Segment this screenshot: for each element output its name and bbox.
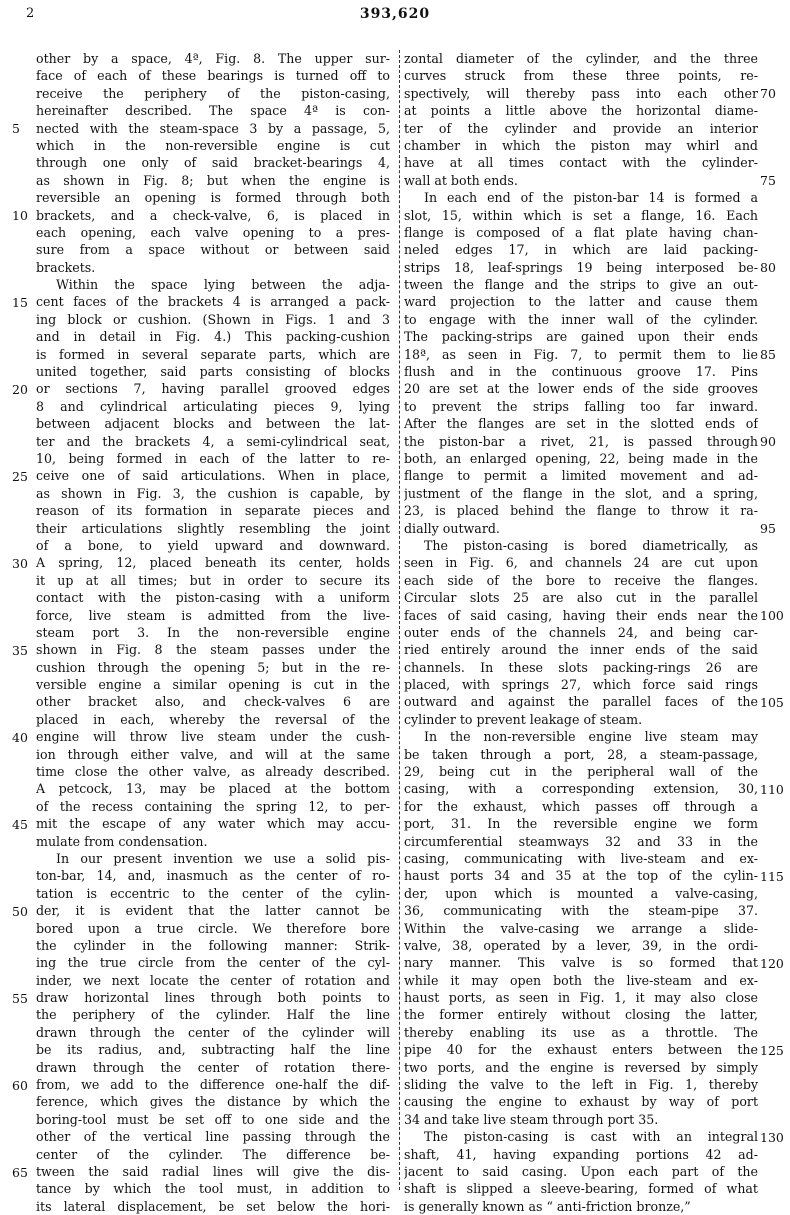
page-header (0, 6, 790, 26)
line-number: 90 (760, 433, 776, 449)
text-line: outer ends of the channels 24, and being car- (404, 624, 758, 640)
text-line: the periphery of the cylinder. Half the line (36, 1007, 390, 1023)
text-line: from, we add to the difference one-half the dif- (36, 1077, 390, 1093)
text-line: their articulations slightly resembling the joint (36, 520, 390, 536)
text-line: After the flanges are set in the slotted ends of (404, 416, 758, 432)
text-line: haust ports 34 and 35 at the top of the cylin- (404, 868, 758, 884)
line-number: 75 (760, 172, 776, 188)
text-line: which in the non-reversible engine is cut (36, 137, 390, 153)
line-number: 35 (12, 642, 28, 658)
line-number: 15 (12, 294, 28, 310)
line-number: 50 (12, 903, 28, 919)
text-line: sliding the valve to the left in Fig. 1, thereby (404, 1077, 758, 1093)
text-line: reversible an opening is formed through both (36, 190, 390, 206)
text-line: the piston-bar a rivet, 21, is passed through (404, 433, 758, 449)
text-line: inder, we next locate the center of rotation and (36, 972, 390, 988)
text-line: ter and the brackets 4, a semi-cylindrical seat, (36, 433, 390, 449)
text-line: haust ports, as seen in Fig. 1, it may also close (404, 990, 758, 1006)
text-line: each opening, each valve opening to a pres- (36, 224, 390, 240)
text-line: In the non-reversible engine live steam may (424, 729, 758, 745)
text-line: jacent to said casing. Upon each part of the (404, 1164, 758, 1179)
text-line: flange is composed of a flat plate having chan- (404, 224, 758, 240)
text-line: draw horizontal lines through both points to (36, 990, 390, 1006)
text-line: tance by which the tool must, in addition to (36, 1181, 390, 1197)
text-line: 10, being formed in each of the latter to re- (36, 450, 390, 466)
line-number: 10 (12, 207, 28, 223)
text-line: justment of the flange in the slot, and a spring, (404, 485, 758, 501)
line-number: 110 (760, 781, 784, 797)
text-line: of a bone, to yield upward and downward. (36, 537, 390, 553)
text-line: at points a little above the horizontal diame- (404, 103, 758, 119)
text-line: thereby enabling its use as a throttle. The (404, 1024, 758, 1040)
text-line: 36, communicating with the steam-pipe 37. (404, 903, 758, 919)
text-line: to prevent the strips falling too far inward. (404, 398, 758, 414)
text-line: tation is eccentric to the center of the cylin- (36, 885, 390, 901)
text-line: sure from a space without or between said (36, 242, 390, 258)
line-number: 55 (12, 990, 28, 1006)
text-line: the cylinder in the following manner: Strik- (36, 937, 390, 953)
text-line: is generally known as “ anti-friction bronze,” (404, 1198, 691, 1214)
text-line: curves struck from these three points, re- (404, 68, 758, 84)
text-line: ing block or cushion. (Shown in Figs. 1 and 3 (36, 311, 390, 327)
text-line: nary manner. This valve is so formed that (404, 955, 758, 971)
text-line: slot, 15, within which is set a flange, 16. Each (404, 207, 758, 223)
text-line: versible engine a similar opening is cut in the (36, 677, 390, 693)
text-line: Within the space lying between the adja- (56, 277, 390, 293)
text-line: for the exhaust, which passes off through a (404, 798, 758, 814)
text-line: to engage with the inner wall of the cylinder. (404, 311, 758, 327)
text-line: other by a space, 4ª, Fig. 8. The upper sur- (36, 51, 390, 66)
text-line: A spring, 12, placed beneath its center, holds (36, 555, 390, 571)
text-line: other of the vertical line passing through the (36, 1129, 390, 1145)
text-line: ion through either valve, and will at the same (36, 746, 390, 762)
line-number: 60 (12, 1077, 28, 1093)
text-line: each side of the bore to receive the flanges. (404, 572, 758, 588)
patent-number: 393,620 (359, 6, 431, 22)
text-line: tween the flange and the strips to give an out- (404, 277, 758, 293)
text-line: center of the cylinder. The difference be- (36, 1146, 390, 1162)
text-line: 29, being cut in the peripheral wall of the (404, 764, 758, 780)
text-line: flange to permit a limited movement and ad- (404, 468, 758, 484)
column-divider (399, 50, 400, 1190)
text-line: shaft, 41, having expanding portions 42 ad- (404, 1146, 758, 1162)
text-line: united together, said parts consisting of blocks (36, 364, 390, 380)
text-line: neled edges 17, in which are laid packing- (404, 242, 758, 258)
text-line: In our present invention we use a solid pis- (56, 850, 390, 866)
text-line: contact with the piston-casing with a uniform (36, 590, 390, 606)
text-line: shaft is slipped a sleeve-bearing, formed of what (404, 1181, 758, 1197)
line-number: 80 (760, 259, 776, 275)
line-number: 130 (760, 1129, 784, 1145)
text-line: Circular slots 25 are also cut in the parallel (404, 590, 758, 606)
line-number: 100 (760, 607, 784, 623)
text-line: pipe 40 for the exhaust enters between the (404, 1042, 758, 1058)
line-number: 20 (12, 381, 28, 397)
text-line: is formed in several separate parts, which are (36, 346, 390, 362)
text-line: mulate from condensation. (36, 833, 208, 849)
text-line: ton-bar, 14, and, inasmuch as the center of ro- (36, 868, 390, 884)
line-number: 70 (760, 85, 776, 101)
text-line: shown in Fig. 8 the steam passes under the (36, 642, 390, 658)
text-line: cylinder to prevent leakage of steam. (404, 711, 643, 727)
text-line: seen in Fig. 6, and channels 24 are cut upon (404, 555, 758, 571)
text-line: steam port 3. In the non-reversible engine (36, 624, 390, 640)
text-line: casing, communicating with live-steam and ex- (404, 850, 758, 866)
line-number: 125 (760, 1042, 784, 1058)
text-line: it up at all times; but in order to secure its (36, 572, 390, 588)
text-line: reason of its formation in separate pieces and (36, 503, 390, 519)
text-line: between adjacent blocks and between the lat- (36, 416, 390, 432)
text-line: ing the true circle from the center of the cyl- (36, 955, 390, 971)
line-number: 115 (760, 868, 784, 884)
text-line: 20 are set at the lower ends of the side grooves (404, 381, 758, 397)
text-line: mit the escape of any water which may accu- (36, 816, 390, 832)
right-text-column (404, 50, 758, 1215)
text-line: 18ª, as seen in Fig. 7, to permit them to lie (404, 346, 758, 362)
text-line: The piston-casing is cast with an integral (424, 1129, 758, 1145)
text-line: ceive one of said articulations. When in place, (36, 468, 390, 484)
text-line: The piston-casing is bored diametrically, as (424, 537, 758, 553)
text-line: bored upon a true circle. We therefore bore (36, 920, 390, 936)
text-line: receive the periphery of the piston-casing, (36, 85, 390, 101)
text-line: strips 18, leaf-springs 19 being interposed be- (404, 259, 758, 275)
text-line: or sections 7, having parallel grooved edges (36, 381, 390, 397)
text-line: placed, with springs 27, which force said rings (404, 677, 758, 693)
text-line: be taken through a port, 28, a steam-passage, (404, 746, 758, 762)
line-number: 25 (12, 468, 28, 484)
text-line: cushion through the opening 5; but in the re- (36, 659, 390, 675)
text-line: placed in each, whereby the reversal of the (36, 711, 390, 727)
text-line: port, 31. In the reversible engine we form (404, 816, 758, 832)
text-line: engine will throw live steam under the cush- (36, 729, 390, 745)
text-line: time close the other valve, as already described. (36, 764, 390, 780)
text-line: faces of said casing, having their ends near the (404, 607, 758, 623)
text-line: drawn through the center of rotation there- (36, 1059, 390, 1075)
line-number: 95 (760, 520, 776, 536)
text-line: and in detail in Fig. 4.) This packing-cushion (36, 329, 390, 345)
text-line: casing, with a corresponding extension, 30, (404, 781, 758, 797)
text-line: In each end of the piston-bar 14 is formed a (424, 190, 758, 206)
text-line: wall at both ends. (404, 172, 518, 188)
text-line: face of each of these bearings is turned off to (36, 68, 390, 84)
text-line: other bracket also, and check-valves 6 are (36, 694, 390, 710)
text-line: hereinafter described. The space 4ª is con- (36, 103, 390, 119)
text-line: two ports, and the engine is reversed by simply (404, 1059, 758, 1075)
text-line: brackets, and a check-valve, 6, is placed in (36, 207, 390, 223)
text-line: causing the engine to exhaust by way of port (404, 1094, 758, 1110)
text-line: cent faces of the brackets 4 is arranged a pack- (36, 294, 390, 310)
line-number: 40 (12, 729, 28, 745)
text-line: of the recess containing the spring 12, to per- (36, 798, 390, 814)
line-number: 65 (12, 1164, 28, 1180)
text-line: der, it is evident that the latter cannot be (36, 903, 390, 919)
text-line: while it may open both the live-steam and ex- (404, 972, 758, 988)
text-line: be its radius, and, subtracting half the line (36, 1042, 390, 1058)
text-line: 34 and take live steam through port 35. (404, 1111, 659, 1127)
text-line: the former entirely without closing the latter, (404, 1007, 758, 1023)
page-number: 2 (26, 6, 35, 21)
line-number: 105 (760, 694, 784, 710)
line-number: 45 (12, 816, 28, 832)
text-line: outward and against the parallel faces of the (404, 694, 758, 710)
text-line: ward projection to the latter and cause them (404, 294, 758, 310)
line-number: 5 (12, 120, 20, 136)
text-line: through one only of said bracket-bearings 4, (36, 155, 390, 171)
text-line: as shown in Fig. 8; but when the engine is (36, 172, 390, 188)
text-line: The packing-strips are gained upon their ends (404, 329, 758, 345)
text-line: valve, 38, operated by a lever, 39, in the ordi- (404, 937, 758, 953)
text-line: A petcock, 13, may be placed at the bottom (36, 781, 390, 797)
text-line: both, an enlarged opening, 22, being made in the (404, 450, 758, 466)
text-line: der, upon which is mounted a valve-casing, (404, 885, 758, 901)
text-line: dially outward. (404, 520, 500, 536)
text-line: its lateral displacement, be set below the hori- (36, 1198, 390, 1214)
line-number: 120 (760, 955, 784, 971)
text-line: flush and in the continuous groove 17. Pins (404, 364, 758, 380)
text-line: 8 and cylindrical articulating pieces 9, lying (36, 398, 390, 414)
text-line: tween the said radial lines will give the dis- (36, 1164, 390, 1179)
line-number: 85 (760, 346, 776, 362)
text-line: as shown in Fig. 3, the cushion is capable, by (36, 485, 390, 501)
text-line: ried entirely around the inner ends of the said (404, 642, 758, 658)
text-line: chamber in which the piston may whirl and (404, 137, 758, 153)
left-text-column (36, 50, 390, 1215)
text-line: drawn through the center of the cylinder will (36, 1024, 390, 1040)
text-line: boring-tool must be set off to one side and the (36, 1111, 390, 1127)
text-line: brackets. (36, 259, 96, 275)
text-line: channels. In these slots packing-rings 26 are (404, 659, 758, 675)
line-number: 30 (12, 555, 28, 571)
text-line: zontal diameter of the cylinder, and the three (404, 51, 758, 66)
text-line: ter of the cylinder and provide an interior (404, 120, 758, 136)
text-line: ference, which gives the distance by which the (36, 1094, 390, 1110)
text-line: nected with the steam-space 3 by a passage, 5, (36, 120, 390, 136)
text-line: circumferential steamways 32 and 33 in the (404, 833, 758, 849)
text-line: spectively, will thereby pass into each other (404, 85, 758, 101)
text-line: 23, is placed behind the flange to throw it ra- (404, 503, 758, 519)
text-line: have at all times contact with the cylinder- (404, 155, 758, 171)
text-line: force, live steam is admitted from the live- (36, 607, 390, 623)
text-line: Within the valve-casing we arrange a slide- (404, 920, 758, 936)
